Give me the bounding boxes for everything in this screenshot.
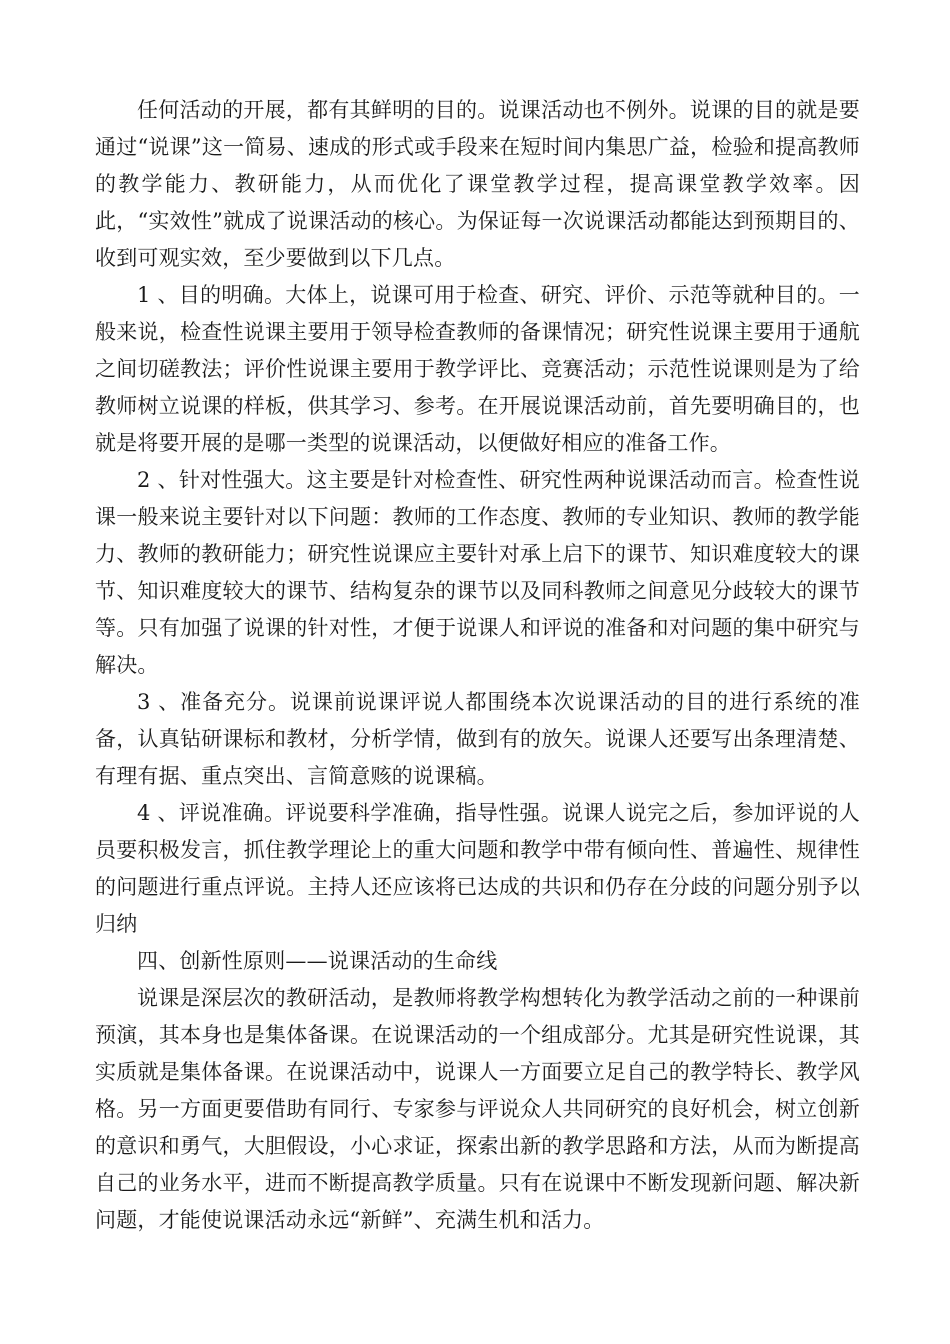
paragraph-point-4: 4 、评说准确。评说要科学准确，指导性强。说课人说完之后，参加评说的人员要积极发言，抓住教学理论上的重大问题和教学中带有倾向性、普遍性、规律性的问题进行重点评说。主持人还应该将已达成的共识和仍存在分歧的问题分别予以归纳: [95, 801, 860, 936]
paragraph-point-3: 3 、准备充分。说课前说课评说人都围绕本次说课活动的目的进行系统的准备，认真钻研课标和教材，分析学情，做到有的放矢。说课人还要写出条理清楚、有理有据、重点突出、言简意赅的说课稿。: [95, 690, 860, 788]
document-body: [95, 92, 860, 1239]
paragraph-point-2: 2 、针对性强大。这主要是针对检查性、研究性两种说课活动而言。检查性说课一般来说主要针对以下问题：教师的工作态度、教师的专业知识、教师的教学能力、教师的教研能力；研究性说课应主要针对承上启下的课节、知识难度较大的课节、知识难度较大的课节、结构复杂的课节以及同科教师之间意见分歧较大的课节等。只有加强了说课的针对性，才便于说课人和评说的准备和对问题的集中研究与解决。: [95, 468, 860, 677]
section-heading: 四、创新性原则——说课活动的生命线: [137, 949, 498, 973]
paragraph-point-1: 1 、目的明确。大体上，说课可用于检查、研究、评价、示范等就种目的。一般来说，检查性说课主要用于领导检查教师的备课情况；研究性说课主要用于通航之间切磋教法；评价性说课主要用于教学评比、竞赛活动；示范性说课则是为了给教师树立说课的样板，供其学习、参考。在开展说课活动前，首先要明确目的，也就是将要开展的是哪一类型的说课活动，以便做好相应的准备工作。: [95, 283, 860, 455]
paragraph-innovation: 说课是深层次的教研活动，是教师将教学构想转化为教学活动之前的一种课前预演，其本身也是集体备课。在说课活动的一个组成部分。尤其是研究性说课，其实质就是集体备课。在说课活动中，说课人一方面要立足自己的教学特长、教学风格。另一方面更要借助有同行、专家参与评说众人共同研究的良好机会，树立创新的意识和勇气，大胆假设，小心求证，探索出新的教学思路和方法，从而为断提高自己的业务水平，进而不断提高教学质量。只有在说课中不断发现新问题、解决新问题，才能使说课活动永远“新鲜”、充满生机和活力。: [95, 986, 860, 1232]
paragraph-intro: 任何活动的开展，都有其鲜明的目的。说课活动也不例外。说课的目的就是要通过“说课”这一简易、速成的形式或手段来在短时间内集思广益，检验和提高教师的教学能力、教研能力，从而优化了课堂教学过程，提高课堂教学效率。因此，“实效性”就成了说课活动的核心。为保证每一次说课活动都能达到预期目的、收到可观实效，至少要做到以下几点。: [95, 98, 860, 270]
